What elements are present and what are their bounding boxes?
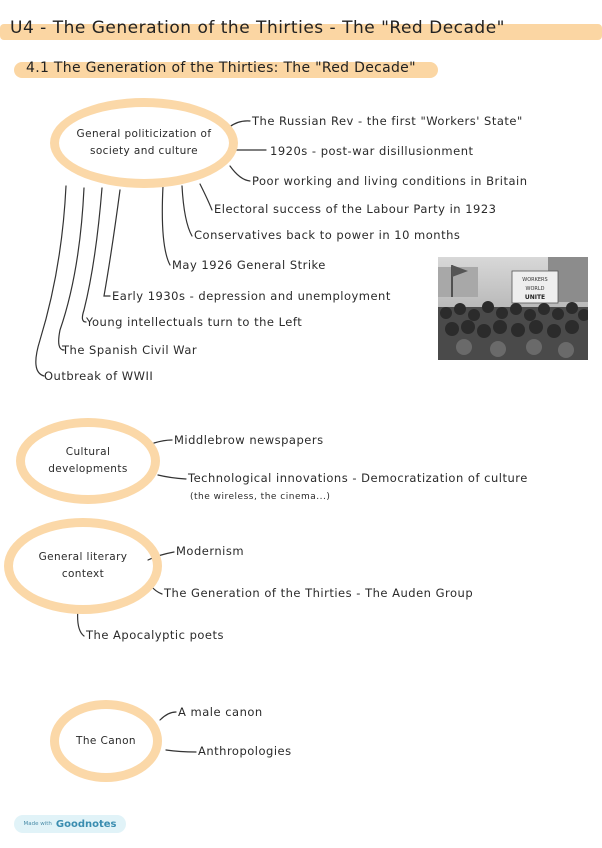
item-russian-rev: The Russian Rev - the first "Workers' State": [252, 114, 523, 128]
topic-literary-context-label: General literary context: [38, 551, 128, 580]
item-male-canon: A male canon: [178, 705, 263, 719]
strike-photo: [438, 257, 588, 360]
item-conservatives: Conservatives back to power in 10 months: [194, 228, 461, 242]
topic-cultural-developments: [16, 418, 160, 504]
item-anthropologies: Anthropologies: [198, 744, 292, 758]
page-title: U4 - The Generation of the Thirties - The "Red Decade": [10, 18, 505, 38]
item-labour-1923: Electoral success of the Labour Party in 1923: [214, 202, 497, 216]
item-modernism: Modernism: [176, 544, 245, 558]
item-poor-conditions: Poor working and living conditions in Britain: [252, 174, 528, 188]
item-technological-note: (the wireless, the cinema...): [190, 492, 331, 502]
svg-text:WORLD: WORLD: [525, 286, 545, 292]
item-early-1930s: Early 1930s - depression and unemployment: [112, 289, 391, 303]
item-general-strike: May 1926 General Strike: [172, 258, 326, 272]
item-apocalyptic-poets: The Apocalyptic poets: [86, 628, 225, 642]
item-wwii: Outbreak of WWII: [44, 369, 154, 383]
item-auden-group: The Generation of the Thirties - The Auden Group: [164, 586, 474, 600]
badge-made-with: Made with: [23, 821, 52, 827]
svg-text:UNITE: UNITE: [524, 294, 546, 301]
topic-canon: [50, 700, 162, 782]
page-subtitle: 4.1 The Generation of the Thirties: The "Red Decade": [26, 60, 416, 76]
topic-politicization: [50, 98, 238, 188]
item-technological: Technological innovations - Democratization of culture: [188, 471, 528, 485]
crowd-photo-image: [438, 257, 588, 360]
goodnotes-badge: [14, 815, 126, 833]
topic-politicization-label: General politicization of society and culture: [76, 128, 212, 157]
item-spanish-civil-war: The Spanish Civil War: [62, 343, 198, 357]
item-young-intellectuals: Young intellectuals turn to the Left: [86, 315, 303, 329]
topic-cultural-developments-label: Cultural developments: [48, 446, 128, 475]
topic-canon-label: The Canon: [76, 734, 136, 747]
item-middlebrow: Middlebrow newspapers: [174, 433, 324, 447]
item-1920s: 1920s - post-war disillusionment: [270, 144, 474, 158]
svg-text:WORKERS: WORKERS: [522, 277, 548, 283]
topic-literary-context: [4, 518, 162, 614]
badge-brand: Goodnotes: [55, 818, 117, 830]
